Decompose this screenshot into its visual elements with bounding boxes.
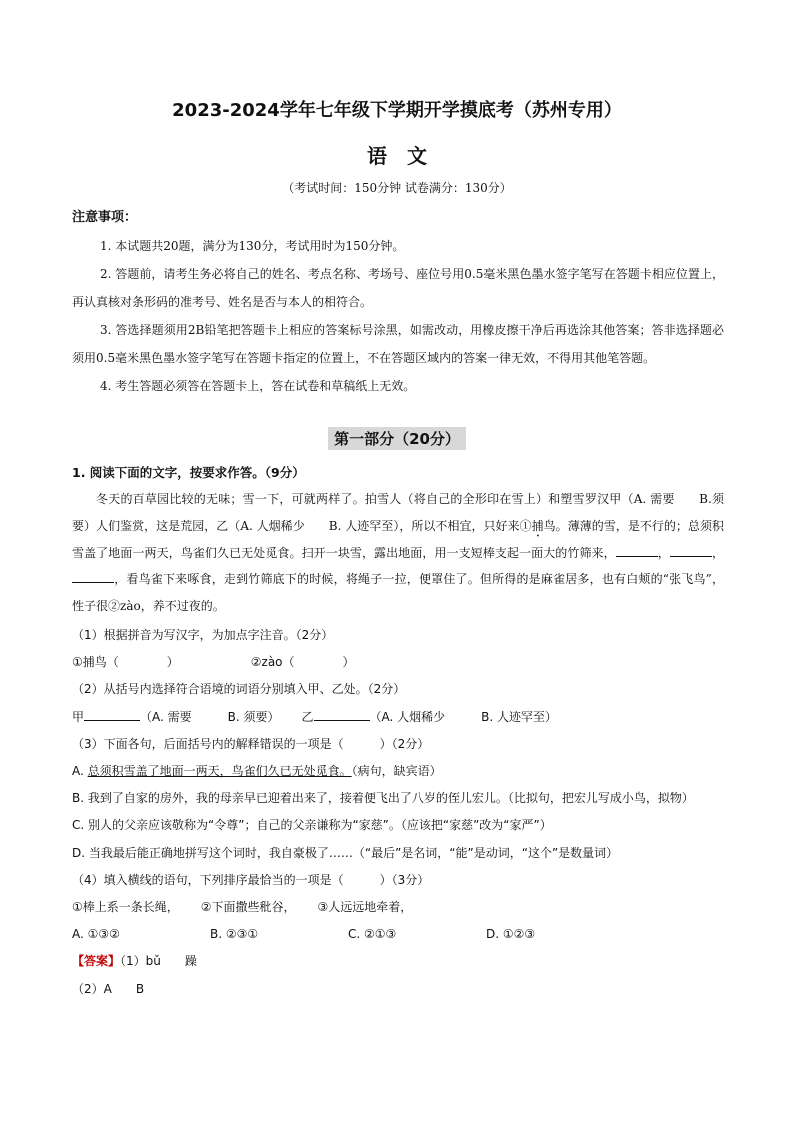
answer-tag: 【答案】 (72, 954, 121, 969)
notice-item: 3. 答选择题须用2B铅笔把答题卡上相应的答案标号涂黑，如需改动，用橡皮擦干净后再选涂其他答案；答非选择题必须用0.5毫米黑色墨水签字笔写在答题卡指定的位置上，不在答题区域内的答案一律无效，不得用其他笔答题。 (72, 323, 724, 365)
sub4-sentences (72, 894, 732, 921)
sub3-option-a (72, 758, 732, 785)
sub3-option-d: D. 当我最后能正确地拼写这个词时，我自豪极了……（“最后”是名词，“能”是动词，“这个”是数量词） (72, 845, 619, 860)
sub1-blank-b[interactable]: ②zào（ ） (250, 655, 355, 670)
option-a-label: A. (72, 764, 88, 779)
dotted-character: 捕 (531, 518, 544, 533)
sub4-option-d[interactable]: D. ①②③ (486, 927, 536, 942)
fill-blank[interactable] (616, 544, 658, 557)
sub1-prompt: （1）根据拼音为写汉字，为加点字注音。（2分） (72, 628, 334, 642)
sub4-prompt: （4）填入横线的语句，下列排序最恰当的一项是（ ）（3分） (72, 872, 430, 887)
underlined-sentence: 总须积雪盖了地面一两天，鸟雀们久已无处觅食。 (87, 764, 352, 779)
notice-item: 2. 答题前，请考生务必将自己的姓名、考点名称、考场号、座位号用0.5毫米黑色墨水签字笔写在答题卡相应位置上，再认真核对条形码的准考号、姓名是否与本人的相符合。 (72, 267, 724, 309)
notice-item: 4. 考生答题必须答在答题卡上，答在试卷和草稿纸上无效。 (100, 379, 416, 393)
fill-blank[interactable] (72, 570, 114, 583)
sub2-prompt: （2）从括号内选择符合语境的词语分别填入甲、乙处。（2分） (72, 682, 406, 697)
reading-passage (72, 486, 724, 619)
notice-item: 1. 本试题共20题，满分为130分，考试用时为150分钟。 (100, 239, 405, 253)
sub3-option-c: C. 别人的父亲应该敬称为“令尊”；自己的父亲谦称为“家慈”。（应该把“家慈”改为“家严”） (72, 818, 552, 833)
notice-list (72, 232, 724, 400)
notice-heading: 注意事项： (72, 210, 138, 225)
part-heading-label: 第一部分（20分） (328, 427, 466, 450)
answer-text: （1）bǔ 躁 (120, 954, 197, 969)
sub4-options (72, 921, 732, 948)
jia-options: （A. 需要 B. 须要） (140, 709, 280, 724)
fill-blank[interactable] (670, 544, 712, 557)
passage-paragraph: 冬天的百草园比较的无味；雪一下，可就两样了。拍雪人（将自己的全形印在雪上）和塑雪罗汉甲（A. 需要 B.须要）人们鉴赏，这是荒园，乙（A. 人烟稀少 B. 人迹罕至），所以不相宜，只好来①捕鸟。薄薄的雪，是不行的；总须积雪盖了地面一两天，鸟雀们久已无处觅食。扫开一块雪，露出地面，用一支短棒支起一面大的竹筛来， ， ，，看鸟雀下来啄食，走到竹筛底下的时候，将绳子一拉，便罩住了。但所得的是麻雀居多，也有白颊的“张飞鸟”，性子很②zào，养不过夜的。 (72, 492, 724, 613)
passage-text: 冬天的百草园比较的无味；雪一下，可就两样了。拍雪人（将自己的全形印在雪上）和塑雪罗汉甲（A. 需要 B.须要）人们鉴赏，这是荒园，乙（A. 人烟稀少 B. 人迹罕至），所以不相宜，只好来① (72, 492, 724, 533)
passage-text: 鸟。薄薄的雪，是不行的；总须积雪盖了地面一两天，鸟雀们久已无处觅食。扫开一块雪，露出地面，用一支短棒支起一面大的竹筛来， (72, 518, 724, 560)
sub4-option-a[interactable]: A. ①③② (72, 927, 120, 942)
sub4-sentence-2: ②下面撒些秕谷， (200, 900, 296, 915)
option-a-note: （病句，缺宾语） (351, 764, 442, 779)
sub1-blank-a[interactable]: ①捕鸟（ ） (72, 655, 179, 670)
sub2-choices (72, 704, 732, 731)
yi-label: 乙 (301, 709, 314, 724)
answer-line-1 (72, 948, 732, 975)
sub4-sentence-3: ③人远远地牵着， (317, 900, 413, 915)
part-heading (0, 427, 794, 450)
jia-label: 甲 (72, 709, 85, 724)
jia-answer-blank[interactable] (84, 708, 140, 721)
sub4-option-b[interactable]: B. ②③① (210, 927, 259, 942)
exam-info: （考试时间：150分钟 试卷满分：130分） (282, 181, 512, 195)
passage-text: ，看鸟雀下来啄食，走到竹筛底下的时候，将绳子一拉，便罩住了。但所得的是麻雀居多，也有白颊的“张飞鸟”，性子很②zào，养不过夜的。 (72, 572, 724, 613)
sub4-option-c[interactable]: C. ②①③ (348, 927, 397, 942)
exam-title: 2023-2024学年七年级下学期开学摸底考（苏州专用） (172, 100, 622, 121)
question-heading: 1. 阅读下面的文字，按要求作答。（9分） (72, 465, 305, 480)
sub4-sentence-1: ①棒上系一条长绳， (72, 900, 179, 915)
sub3-option-b: B. 我到了自家的房外，我的母亲早已迎着出来了，接着便飞出了八岁的侄儿宏儿。（比拟句，把宏儿写成小鸟，拟物） (72, 791, 694, 806)
sub1-blanks (72, 649, 732, 676)
answer-line-2: （2）A B (72, 981, 145, 996)
subject-title: 语文 (367, 144, 447, 168)
yi-options: （A. 人烟稀少 B. 人迹罕至） (369, 709, 558, 724)
sub3-prompt: （3）下面各句，后面括号内的解释错误的一项是（ ）（2分） (72, 736, 430, 751)
question-items (72, 622, 732, 1003)
yi-answer-blank[interactable] (314, 708, 370, 721)
